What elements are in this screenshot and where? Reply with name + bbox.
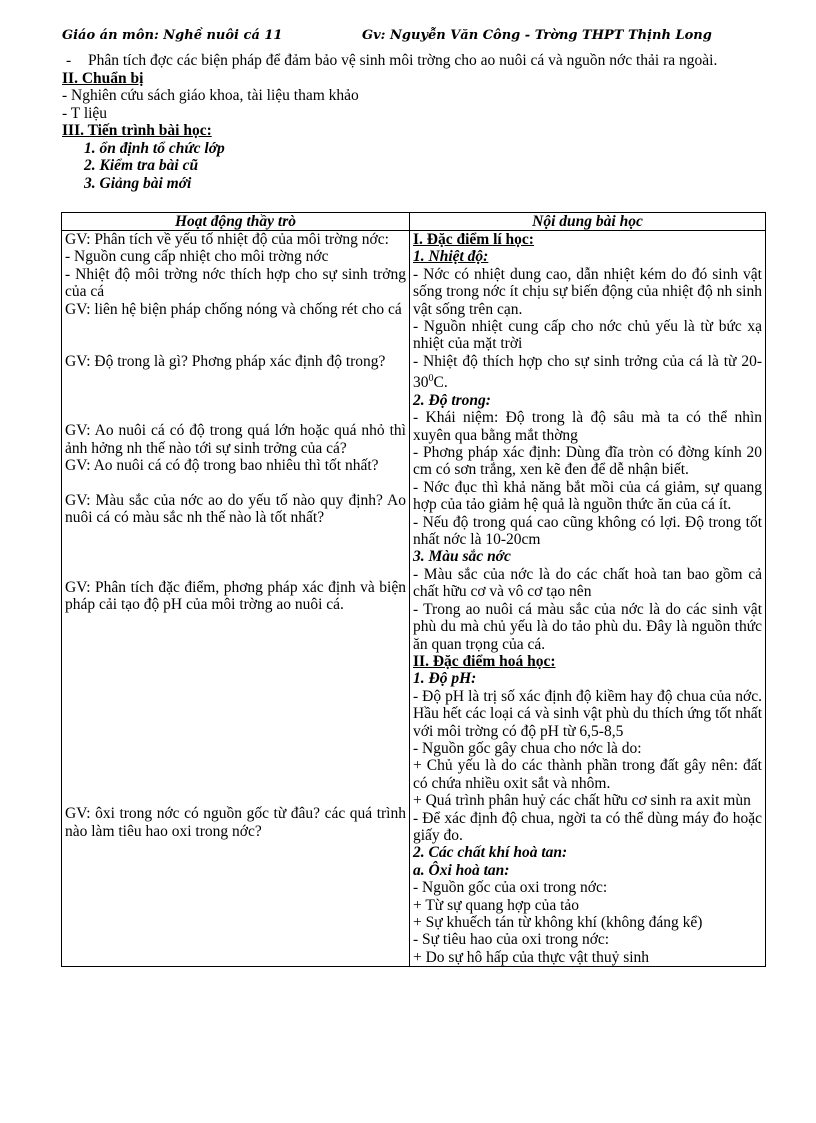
page-header [62, 28, 762, 48]
teacher-question: GV: Phân tích về yếu tố nhiệt độ của môi trờng nớc: [65, 231, 389, 248]
content-line: - Nguồn nhiệt cung cấp cho nớc chủ yếu là từ bức xạ nhiệt của mặt trời [413, 318, 762, 353]
content-line: + Chủ yếu là do các thành phần trong đất gây nên: đất có chứa nhiều oxit sắt và nhôm. [413, 757, 762, 792]
teacher-question: GV: liên hệ biện pháp chống nóng và chống rét cho cá [65, 300, 402, 318]
content-line: + Từ sự quang hợp của tảo [413, 896, 580, 914]
content-line: - Nớc có nhiệt dung cao, dẫn nhiệt kém do đó sinh vật sống trong nớc ít chịu sự biến động của nhiệt độ nh sinh vật sống trên cạn. [413, 265, 762, 318]
section-preparation-title: II. Chuẩn bị [62, 69, 144, 87]
table-header-row [62, 213, 766, 231]
teacher-question: - Nguồn cung cấp nhiệt cho môi trờng nớc [65, 248, 329, 266]
teacher-question: - Nhiệt độ môi trờng nớc thích hợp cho sự sinh trởng của cá [65, 265, 406, 301]
content-line: - Nếu độ trong quá cao cũng không có lợi. Độ trong tốt nhất nớc là 10-20cm [413, 513, 762, 549]
teacher-question: GV: Ao nuôi cá có độ trong quá lớn hoặc quá nhỏ thì ảnh hởng nh thế nào tới sự sinh trởng của cá? [65, 422, 406, 457]
objective-bullet: - Phân tích đợc các biện pháp để đảm bảo vệ sinh môi trờng cho ao nuôi cá và nguồn nớc thải ra ngoài. [66, 52, 718, 69]
content-line: - Trong ao nuôi cá màu sắc của nớc là do các sinh vật phù du mà chủ yếu là do tảo phù du. Đây là nguồn thức ăn quan trọng của cá. [413, 600, 762, 653]
section-process-title: III. Tiến trình bài học: [62, 122, 212, 139]
step-item: 1. ổn định tổ chức lớp [84, 139, 225, 157]
teacher-question: GV: Ao nuôi cá có độ trong bao nhiêu thì tốt nhất? [65, 457, 379, 475]
lesson-content-cell [410, 231, 766, 967]
heading-physical: I. Đặc điểm lí học: [413, 231, 534, 248]
content-line: + Do sự hô hấp của thực vật thuỷ sinh [413, 948, 650, 966]
content-line: - Độ pH là trị số xác định độ kiềm hay độ chua của nớc. Hầu hết các loại cá và sinh vật phù du thích ứng tốt nhất với môi trờng có độ pH từ 6,5-8,5 [413, 687, 762, 740]
intro-section [62, 52, 767, 192]
subheading-gases: 2. Các chất khí hoà tan: [413, 844, 568, 862]
content-line: - Khái niệm: Độ trong là độ sâu mà ta có thể nhìn xuyên qua bằng mắt thờng [413, 409, 762, 444]
content-line: - Phơng pháp xác định: Dùng đĩa tròn có đờng kính 20 cm có sơn trắng, xen kẽ đen để dễ nhận biết. [413, 444, 762, 479]
header-subject: Giáo án môn: Nghề nuôi cá 11 [62, 28, 283, 43]
subheading-oxygen: a. Ôxi hoà tan: [413, 861, 510, 879]
header-content: Nội dung bài học [410, 213, 766, 231]
content-line: + Sự khuếch tán từ không khí (không đáng kể) [413, 914, 703, 931]
prep-item: - Nghiên cứu sách giáo khoa, tài liệu tham khảo [62, 87, 359, 104]
content-line: - Nớc đục thì khả năng bắt mồi của cá giảm, sự quang hợp của tảo giảm hệ quả là nguồn thức ăn của cá ít. [413, 478, 762, 514]
content-line: + Quá trình phân huỷ các chất hữu cơ sinh ra axit mùn [413, 792, 751, 810]
prep-item: - T liệu [62, 104, 108, 122]
teacher-question: GV: Màu sắc của nớc ao do yếu tố nào quy định? Ao nuôi cá có màu sắc nh thế nào là tốt nhất? [65, 492, 406, 527]
step-item: 3. Giảng bài mới [84, 174, 192, 192]
lesson-table [61, 212, 766, 967]
subheading-ph: 1. Độ pH: [413, 670, 477, 688]
subheading-color: 3. Màu sắc nớc [413, 548, 511, 566]
table-row [62, 231, 766, 967]
heading-chemical: II. Đặc điểm hoá học: [413, 652, 556, 670]
content-line: - Nguồn gốc của oxi trong nớc: [413, 879, 608, 897]
header-activities: Hoạt động thầy trò [62, 213, 410, 231]
teacher-activities-cell [62, 231, 410, 967]
teacher-question: GV: Độ trong là gì? Phơng pháp xác định độ trong? [65, 352, 386, 370]
subheading-transparency: 2. Độ trong: [413, 391, 491, 409]
content-line: - Để xác định độ chua, ngời ta có thể dùng máy đo hoặc giấy đo. [413, 809, 762, 844]
content-line: - Màu sắc của nớc là do các chất hoà tan bao gồm cả chất hữu cơ và vô cơ tạo nên [413, 565, 762, 601]
content-line: - Nhiệt độ thích hợp cho sự sinh trởng của cá là từ $20-30^0C$. [413, 352, 762, 392]
teacher-question: GV: ôxi trong nớc có nguồn gốc từ đâu? các quá trình nào làm tiêu hao oxi trong nớc? [65, 805, 406, 840]
content-line: - Sự tiêu hao của oxi trong nớc: [413, 931, 610, 949]
step-item: 2. Kiểm tra bài cũ [84, 157, 199, 174]
teacher-question: GV: Phân tích đặc điểm, phơng pháp xác định và biện pháp cải tạo độ pH của môi trờng ao nuôi cá. [65, 578, 406, 614]
content-line: - Nguồn gốc gây chua cho nớc là do: [413, 739, 642, 757]
header-teacher: Gv: Nguyễn Văn Công - Trờng THPT Thịnh Long [362, 28, 712, 43]
subheading-temperature: 1. Nhiệt độ: [413, 248, 489, 266]
